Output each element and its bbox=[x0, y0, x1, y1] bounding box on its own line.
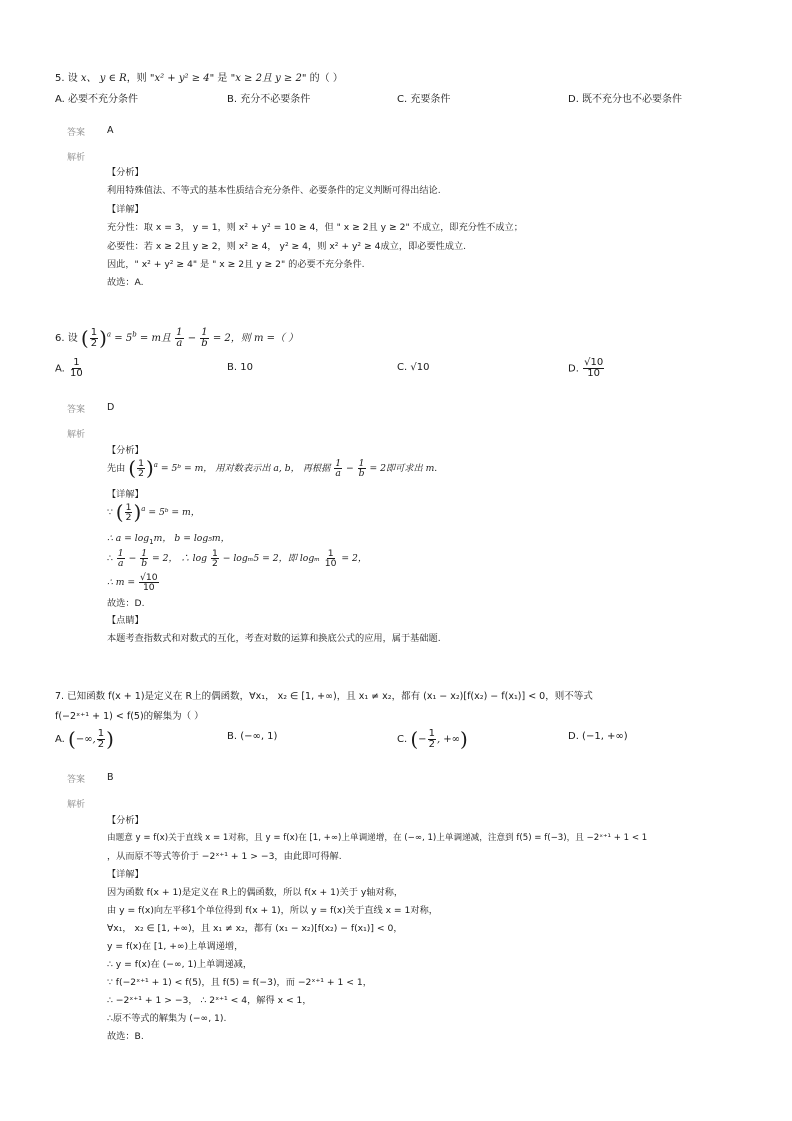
q7-sol-line: ∴ −2ˣ⁺¹ + 1 > −3， ∴ 2ˣ⁺¹ < 4，解得 x < 1， bbox=[107, 995, 312, 1006]
q7-stem-line2: f(−2ˣ⁺¹ + 1) < f(5)的解集为（ ） bbox=[55, 711, 204, 722]
q7-sol-line: ∴ y = f(x)在 (−∞, 1)上单调递减， bbox=[107, 959, 253, 970]
q5-option-b: B. 充分不必要条件 bbox=[227, 94, 311, 105]
q6-sol-line: ∵ ( $\frac{1}{2}$ )$^a$ = 5ᵇ = m， bbox=[107, 500, 200, 525]
q5-sol-line: 【分析】 bbox=[107, 167, 144, 178]
q7-answer: B bbox=[107, 772, 114, 783]
q6-sol-line: ∴ $\frac{1}{a}$ − $\frac{1}{b}$ = 2， ∴ log $\frac{1}{2}$ − logₘ5 = 2，即 logₘ $\frac{1}{10}$ = 2， bbox=[107, 548, 368, 570]
q7-sol-line: 由 y = f(x)向左平移1个单位得到 f(x + 1)，所以 y = f(x)关于直线 x = 1对称， bbox=[107, 905, 438, 916]
q7-option-d: D. (−1, +∞) bbox=[568, 731, 628, 742]
q7-option-c: C. (− $\frac{1}{2}$ , +∞) bbox=[397, 727, 468, 751]
q6-option-d: D. $\frac{√10}{10}$ bbox=[568, 357, 604, 379]
q7-sol-line: 故选：B. bbox=[107, 1031, 144, 1042]
q7-option-b: B. (−∞, 1) bbox=[227, 731, 278, 742]
q6-sol-line: ∴ $a = \log_1m$， b = log₅m， bbox=[107, 533, 230, 546]
q6-stem: 6. 设 ( $\frac{1}{2}$ )$^a = 5^b = m$且 $\frac{1}{a}$ − $\frac{1}{b}$ = 2，则 m =（ ） bbox=[55, 326, 299, 350]
q7-sol-line: ∀x₁， x₂ ∈ [1, +∞)，且 x₁ ≠ x₂，都有 (x₁ − x₂)[f(x₂) − f(x₁)] < 0， bbox=[107, 923, 403, 934]
q7-option-a: A. (−∞, $\frac{1}{2}$ ) bbox=[55, 727, 114, 751]
q5-analysis-label: 解析 bbox=[67, 153, 86, 163]
q6-answer-label: 答案 bbox=[67, 405, 86, 415]
q6-sol-line: 先由 ( $\frac{1}{2}$ )$^a$ = 5ᵇ = m， 用对数表示出 a, b， 再根据 $\frac{1}{a}$ − $\frac{1}{b}$ = 2即可求出 m. bbox=[107, 456, 438, 481]
q6-sol-line: 【分析】 bbox=[107, 445, 144, 456]
q5-answer: A bbox=[107, 125, 114, 136]
q7-sol-line: 因为函数 f(x + 1)是定义在 R上的偶函数，所以 f(x + 1)关于 y轴对称， bbox=[107, 887, 404, 898]
q7-answer-label: 答案 bbox=[67, 775, 86, 785]
q7-sol-line: ∴原不等式的解集为 (−∞, 1). bbox=[107, 1013, 227, 1024]
q7-sol-line: 由题意 y = f(x)关于直线 x = 1对称，且 y = f(x)在 [1, +∞)上单调递增，在 (−∞, 1)上单调递减，注意到 f(5) = f(−3)，且 −2ˣ⁺¹ + 1 < 1 bbox=[107, 833, 648, 843]
q6-sol-line: 【详解】 bbox=[107, 489, 144, 500]
q5-option-c: C. 充要条件 bbox=[397, 94, 451, 105]
q6-sol-line: 【点睛】 bbox=[107, 615, 144, 626]
q5-answer-label: 答案 bbox=[67, 128, 86, 138]
q5-sol-line: 因此，" x² + y² ≥ 4" 是 " x ≥ 2且 y ≥ 2" 的必要不充分条件. bbox=[107, 259, 365, 270]
q7-sol-line: ，从而原不等式等价于 −2ˣ⁺¹ + 1 > −3，由此即可得解. bbox=[107, 851, 342, 862]
q6-sol-line: 故选：D. bbox=[107, 598, 145, 609]
q7-sol-line: y = f(x)在 [1, +∞)上单调递增， bbox=[107, 941, 244, 952]
q5-option-d: D. 既不充分也不必要条件 bbox=[568, 94, 683, 105]
q6-sol-line: 本题考查指数式和对数式的互化，考查对数的运算和换底公式的应用，属于基础题. bbox=[107, 633, 441, 644]
q7-stem-line1: 7. 已知函数 f(x + 1)是定义在 R上的偶函数，∀x₁， x₂ ∈ [1, +∞)，且 x₁ ≠ x₂，都有 (x₁ − x₂)[f(x₂) − f(x₁)] < 0，则不等式 bbox=[55, 691, 593, 702]
q6-option-b: B. 10 bbox=[227, 362, 253, 373]
q7-sol-line: 【分析】 bbox=[107, 815, 144, 826]
q6-sol-line: ∴ m = $\frac{√10}{10}$ bbox=[107, 572, 158, 594]
q5-sol-line: 必要性：若 x ≥ 2且 y ≥ 2，则 x² ≥ 4， y² ≥ 4，则 x² + y² ≥ 4成立，即必要性成立. bbox=[107, 241, 467, 252]
q5-sol-line: 利用特殊值法、不等式的基本性质结合充分条件、必要条件的定义判断可得出结论. bbox=[107, 185, 441, 196]
q5-sol-line: 【详解】 bbox=[107, 204, 144, 215]
q5-option-a: A. 必要不充分条件 bbox=[55, 94, 139, 105]
q6-analysis-label: 解析 bbox=[67, 430, 86, 440]
q7-analysis-label: 解析 bbox=[67, 800, 86, 810]
q6-option-a: A. $\frac{1}{10}$ bbox=[55, 357, 83, 379]
q5-sol-line: 故选：A. bbox=[107, 277, 144, 288]
q5-stem: 5. 设 x、 y ∈ R，则 "x² + y² ≥ 4" 是 "x ≥ 2且 y ≥ 2" 的（ ） bbox=[55, 73, 343, 84]
q7-sol-line: ∵ f(−2ˣ⁺¹ + 1) < f(5)，且 f(5) = f(−3)，而 −2ˣ⁺¹ + 1 < 1， bbox=[107, 977, 372, 988]
q5-sol-line: 充分性：取 x = 3， y = 1，则 x² + y² = 10 ≥ 4，但 " x ≥ 2且 y ≥ 2" 不成立，即充分性不成立； bbox=[107, 222, 523, 233]
frac-half: $\frac{1}{2}$ bbox=[90, 326, 98, 349]
q6-answer: D bbox=[107, 402, 115, 413]
q7-sol-line: 【详解】 bbox=[107, 869, 144, 880]
q6-option-c: C. √10 bbox=[397, 362, 430, 373]
